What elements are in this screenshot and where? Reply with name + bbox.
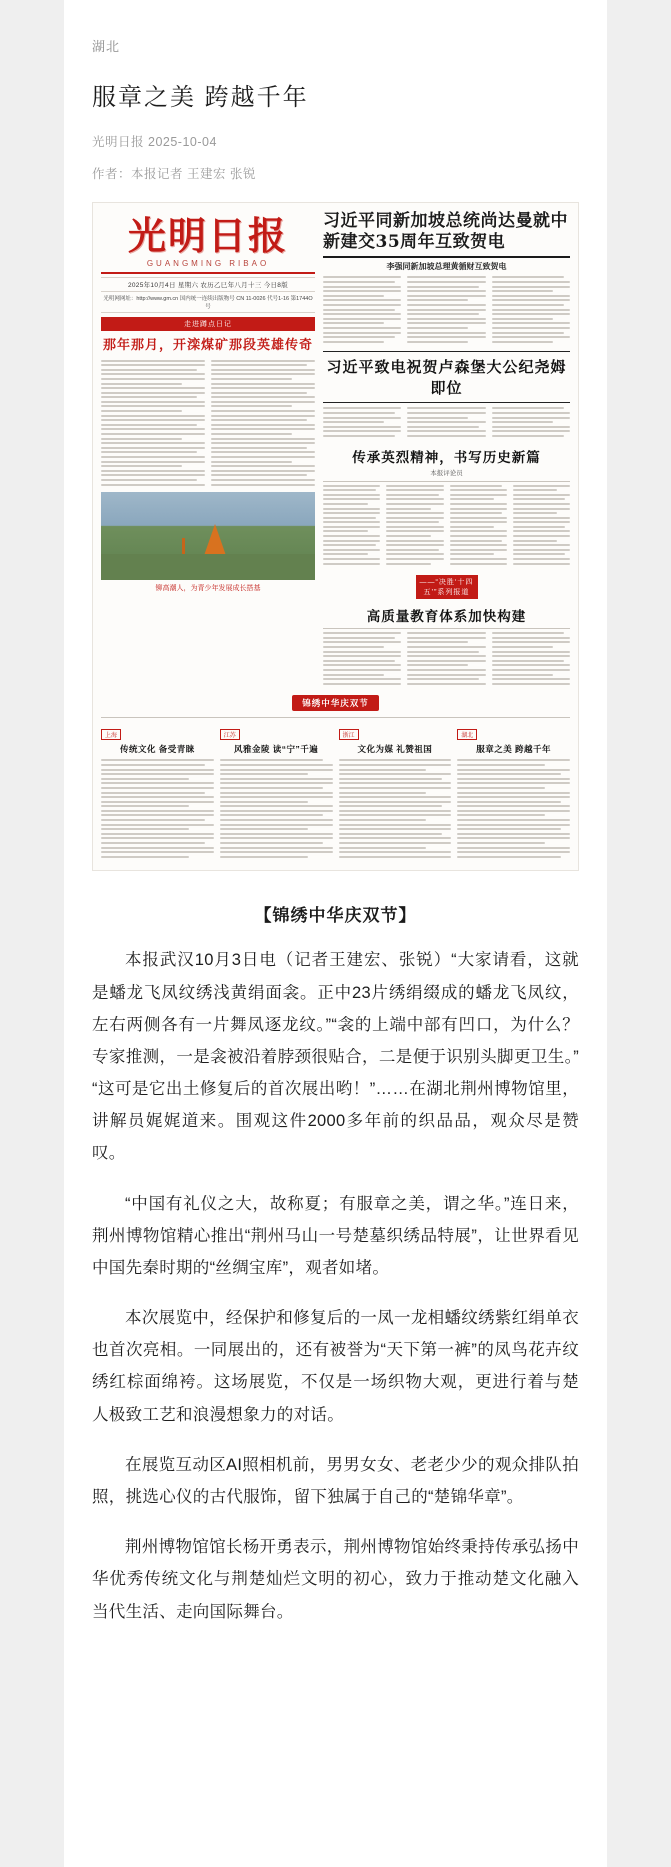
feature-tag: 湖北 [457,729,477,740]
masthead-body-text [101,360,315,489]
bottom-feature-item [101,724,214,860]
article-paragraph: 荆州博物馆馆长杨开勇表示，荆州博物馆始终秉持传承弘扬中华优秀传统文化与荆楚灿烂文明的初心，致力于推动楚文化融入当代生活、走向国际舞台。 [92,1538,579,1621]
newspaper-right-column [323,211,570,687]
source-label: 光明日报 [92,135,145,149]
text-column [211,360,315,489]
newspaper-date-line: 2025年10月4日 星期六 农历乙巳年八月十三 今日8版 [101,277,315,292]
second-headline: 习近平致电祝贺卢森堡大公纪尧姆即位 [323,351,570,403]
newspaper-url-line: 光明网网址：http://www.gm.cn 国内统一连续出版物号 CN 11-0026 代号1-16 第1744O号 [101,292,315,313]
feature-title: 服章之美 跨越千年 [476,744,552,755]
article-sheet [64,0,607,1867]
masthead-rule [101,272,315,274]
bottom-feature-strip [101,717,570,860]
article-paragraph: 本报武汉10月3日电（记者王建宏、张锐）“大家请看，这就是蟠龙飞凤纹绣浅黄绢面衾。正中23片绣绢缀成的蟠龙飞凤纹，左右两侧各有一片舞凤逐龙纹。”“衾的上端中部有凹口，为什么？专家推测，一是衾被沿着脖颈很贴合，二是便于识别头脚更卫生。”“这可是它出土修复后的首次展出哟！”……在湖北荆州博物馆里，讲解员娓娓道来。围观这件2000多年前的织品品，观众尽是赞叹。 [92,951,579,1163]
newspaper-front-page-image[interactable] [92,202,579,871]
series-badge: ——“决胜‘十四五’”系列报道 [416,575,478,599]
text-column [492,632,570,687]
lead-subheadline: 李强同新加坡总理黄循财互致贺电 [386,262,507,272]
column-banner: 走进蹲点日记 [101,317,315,331]
text-column [386,485,443,568]
photo-caption: 铆高潮人，为青少年发展成长搭基 [155,585,261,593]
third-headline: 传承英烈精神，书写历史新篇 [352,449,541,466]
text-column [323,407,401,439]
text-column [323,632,401,687]
text-column [513,485,570,568]
text-column [407,276,485,345]
third-byline: 本报评论员 [430,469,463,477]
photo-ground [101,554,315,580]
feature-tag: 江苏 [220,729,240,740]
lead-body-text [323,276,570,345]
bottom-feature-item [457,724,570,860]
feature-tag: 上海 [101,729,121,740]
lead-headline: 习近平同新加坡总统尚达曼就中新建交35周年互致贺电 [323,211,570,258]
text-column [323,276,401,345]
page-title: 服章之美 跨越千年 [92,84,309,111]
festival-ribbon: 锦绣中华庆双节 [292,695,379,711]
coal-mine-photo [101,492,315,580]
article-paragraph: 在展览互动区AI照相机前，男男女女、老老少少的观众排队拍照，挑选心仪的古代服饰，留下独属于自己的“楚锦华章”。 [92,1455,579,1506]
second-body-text [323,407,570,439]
region-label: 湖北 [92,39,121,54]
author-label: 作者：本报记者 王建宏 张锐 [92,167,256,181]
feature-title: 传统文化 备受青睐 [119,744,195,755]
bottom-feature-item [220,724,333,860]
divider [323,481,570,482]
text-column [407,407,485,439]
text-column [101,360,205,489]
date-label: 2025-10-04 [148,135,217,149]
text-column [407,632,485,687]
text-column [323,485,380,568]
feature-title: 文化为媒 礼赞祖国 [357,744,433,755]
fourth-body-text [323,632,570,687]
article-meta [92,132,579,150]
third-body-text [323,485,570,568]
masthead-column [101,211,315,593]
text-column [492,407,570,439]
newspaper-masthead: 光明日报 [127,213,288,258]
article-paragraph: 本次展览中，经保护和修复后的一凤一龙相蟠纹绣紫红绢单衣也首次亮相。一同展出的，还有被誉为“天下第一裤”的凤鸟花卉纹绣红棕面绵袴。这场展览，不仅是一场织物大观，更进行着与楚人极致工艺和浪漫想象力的对话。 [92,1309,579,1424]
text-column [492,276,570,345]
ribbon-wrap [101,687,570,709]
article-paragraph: “中国有礼仪之大，故称夏；有服章之美，谓之华。”连日来，荆州博物馆精心推出“荆州马山一号楚墓织绣品特展”，让世界看见中国先秦时期的“丝绸宝库”，观者如堵。 [92,1194,579,1277]
text-column [450,485,507,568]
masthead-pinyin: GUANGMING RIBAO [146,259,270,268]
feature-title: 风雅金陵 读“宁”千遍 [233,744,319,755]
feature-headline: 那年那月，开滦煤矿那段英雄传奇 [102,338,313,353]
bottom-feature-item [339,724,452,860]
feature-tag: 浙江 [339,729,359,740]
divider [323,628,570,629]
fourth-headline: 高质量教育体系加快构建 [366,609,527,626]
article-subhead: 【锦绣中华庆双节】 [254,906,417,926]
